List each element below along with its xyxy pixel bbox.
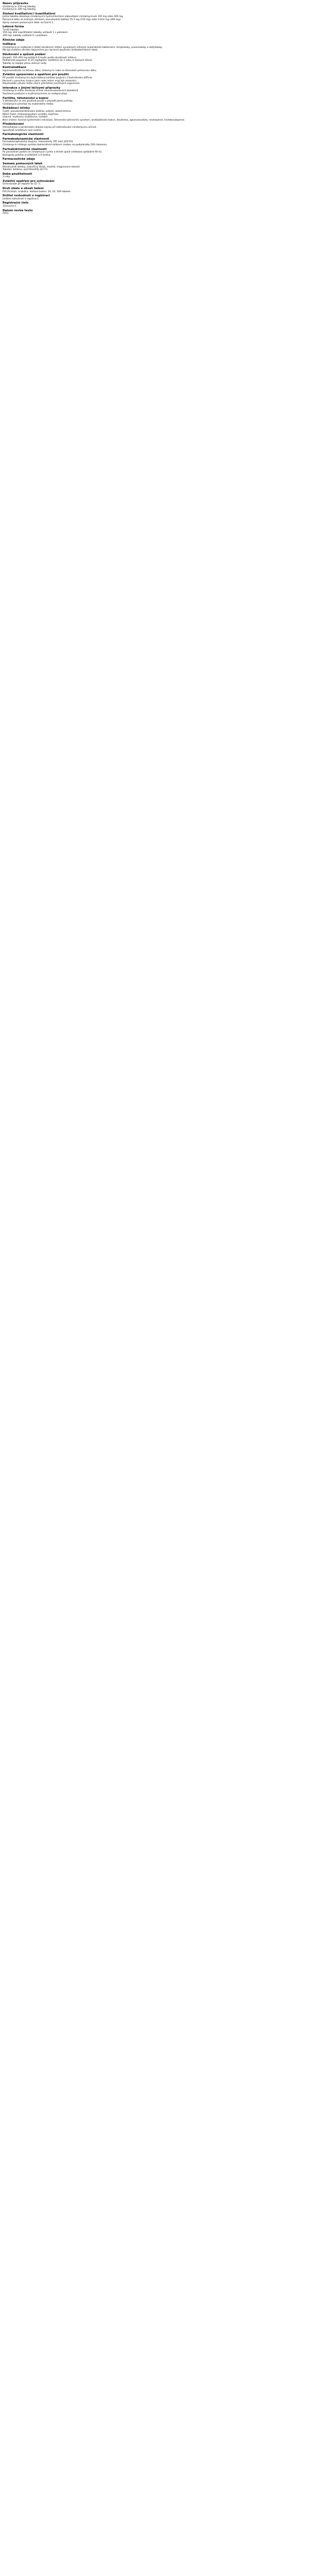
section-title: Farmakologické vlastnosti: [3, 133, 44, 137]
section-line: Úplný seznam pomocných látek viz bod 6.1.: [3, 21, 54, 24]
section-title: Klinické údaje: [3, 38, 25, 42]
section-title: Doba použitelnosti: [3, 172, 32, 176]
section-line: Méně časté: makulopapulózní vyrážka, kopřivka.: [3, 113, 59, 116]
section-line: Pomocná látka se známým účinkem: monohydrát laktózy 55,3 mg (150 mg) nebo 110,6 mg (300 mg).: [3, 18, 122, 21]
section-title: Datum revize textu: [3, 209, 33, 212]
section-line: Tvrdá tobolka.: [3, 28, 20, 31]
section-title: Název přípravku: [3, 2, 28, 5]
section-line: 2023: [3, 212, 9, 215]
section-line: Farmakoterapeutická skupina: linkosamidy. ATC kód: J01FF01.: [3, 141, 74, 144]
document-body: [0, 0, 304, 216]
section-title: Kontraindikace: [3, 66, 26, 70]
section-line: Časté: pseudomembranózní kolitida, průjem, bolest břicha.: [3, 110, 72, 113]
section-line: Současné podávání s erythromycinem se nedoporučuje.: [3, 93, 68, 96]
section-line: Dlouhodobé užívání může vést k přerůstání necitlivých organismů.: [3, 82, 80, 86]
section-line: 15/xxx/xx-C: [3, 205, 16, 208]
section-title: Zvláštní opatření pro uchovávání: [3, 179, 55, 183]
section-title: Interakce s jinými léčivými přípravky: [3, 86, 61, 90]
section-line: 3 roky.: [3, 176, 10, 179]
section-line: 300 mg: tobolky velikosti 0 s potiskem.: [3, 34, 48, 37]
section-title: Zvláštní upozornění a opatření pro použití: [3, 73, 69, 77]
section-title: Farmakokinetické vlastnosti: [3, 147, 47, 151]
section-line: Biologický poločas je přibližně 2,4 hodiny.: [3, 154, 51, 157]
section-line: Clindamycin 150 mg tobolky: [3, 5, 36, 8]
section-line: Není známo: toxická epidermální nekrolýza, Stevensův-Johnsonův syndrom, anafylaktická reakce, žloutenka, agranulocytóza, neutropenie, trombocytopenie.: [3, 118, 185, 122]
section-line: Clindamycin může zesilovat účinek neuromuskulárních blokátorů.: [3, 90, 79, 93]
section-title: Indikace: [3, 43, 16, 46]
section-line: Dospělí: 150–450 mg každých 6 hodin podle závažnosti infekce.: [3, 56, 77, 59]
section-line: PVC/Al blistr, krabička. Velikost balení: 16, 24, 100 tobolek.: [3, 190, 72, 193]
section-line: Specifické antidotum není známo.: [3, 129, 42, 132]
section-line: Pediatrická populace: 8–25 mg/kg/den rozděleno do 3 nebo 4 stejných dávek.: [3, 59, 93, 62]
section-line: Tobolka: želatina, oxid titaničitý (E171).: [3, 168, 48, 172]
section-line: 150 mg: bílé neprůhledné tobolky velikosti 1 s potiskem.: [3, 31, 68, 35]
section-title: Složení kvalitativní i kvantitativní: [3, 12, 56, 15]
section-line: Vzácné: erythema multiforme, svědění.: [3, 116, 49, 119]
section-line: V těhotenství se má používat pouze v případě jasné potřeby.: [3, 100, 73, 103]
section-line: Monohydrát laktózy, kukuřičný škrob, mastek, magnesium-stearát.: [3, 165, 80, 168]
section-line: Clindamycin přechází do mateřského mléka.: [3, 103, 54, 106]
section-title: Farmakodynamické vlastnosti: [3, 137, 49, 141]
section-line: Pacienti s poruchou funkce jater nebo ledvin mají být sledováni.: [3, 79, 77, 82]
section-line: [držitel rozhodnutí o registraci]: [3, 197, 39, 200]
section-line: Po perorálním podání se clindamycin rychle a téměř úplně vstřebává (přibližně 90 %).: [3, 151, 102, 154]
section-line: Clindamycin je indikován k léčbě závažných infekcí vyvolaných citlivými anaerobními bakteriemi, streptokoky, pneumokoky a stafylokoky.: [3, 46, 163, 49]
section-line: Clindamycin 300 mg tobolky: [3, 8, 36, 11]
section-line: Při použití clindamycinu byla hlášena kolitida spojená s Clostridioides difficile.: [3, 77, 93, 80]
section-title: Farmaceutické údaje: [3, 158, 36, 161]
section-title: Druh obalu a obsah balení: [3, 187, 44, 191]
section-line: Hemodialýza a peritoneální dialýza nejsou při odstraňování clindamycinu účinné.: [3, 126, 97, 129]
section-title: Seznam pomocných látek: [3, 162, 43, 165]
section-title: Fertilita, těhotenství a kojení: [3, 96, 48, 100]
section-title: Nežádoucí účinky: [3, 107, 30, 110]
section-line: Má být zváženo oficiální doporučení pro správné používání antibakteriálních látek.: [3, 49, 98, 52]
section-title: Dávkování a způsob podání: [3, 53, 46, 56]
section-title: Držitel rozhodnutí o registraci: [3, 194, 50, 198]
section-line: Uchovávejte při teplotě do 25 °C.: [3, 183, 42, 186]
section-title: Registrační číslo: [3, 201, 29, 205]
section-line: Jedna tobolka obsahuje clindamycini hydrochloridum odpovídající clindamycinum 150 mg nebo 300 mg.: [3, 15, 124, 19]
section-line: Clindamycin inhibuje syntézu bakteriálních bílkovin vazbou na podjednotku 50S ribozomu.: [3, 143, 108, 146]
section-line: Tobolky se zapíjejí plnou sklenicí vody.: [3, 62, 47, 65]
section-title: Předávkování: [3, 123, 24, 126]
section-line: Hypersenzitivita na léčivou látku, linkomycin nebo na kteroukoli pomocnou látku.: [3, 69, 97, 72]
section-title: Léková forma: [3, 25, 24, 29]
